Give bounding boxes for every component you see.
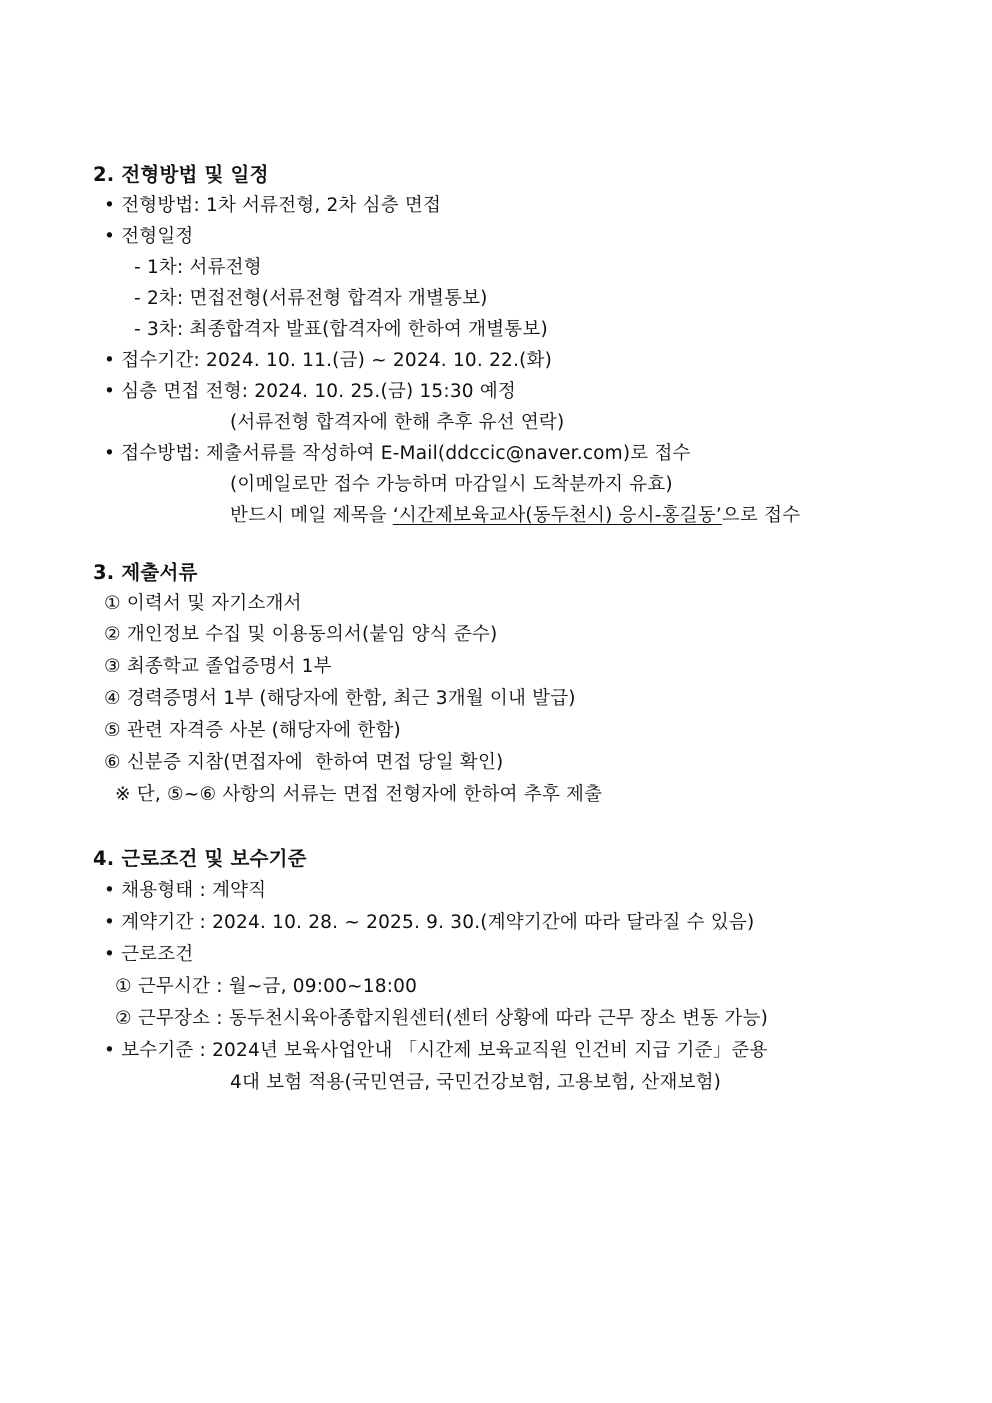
subject-prefix: 반드시 메일 제목을 — [230, 505, 393, 526]
application-period: • 접수기간: 2024. 10. 11.(금) ~ 2024. 10. 22.(화) — [104, 350, 552, 371]
document-item: ④ 경력증명서 1부 (해당자에 한함, 최근 3개월 이내 발급) — [104, 688, 576, 709]
employment-type: • 채용형태 : 계약직 — [104, 880, 267, 901]
pay-standard: • 보수기준 : 2024년 보육사업안내 「시간제 보육교직원 인건비 지급 기준」준용 — [104, 1040, 768, 1061]
schedule-step: - 3차: 최종합격자 발표(합격자에 한하여 개별통보) — [134, 319, 548, 340]
document-item: ⑥ 신분증 지참(면접자에 한하여 면접 당일 확인) — [104, 752, 504, 773]
document-item: ③ 최종학교 졸업증명서 1부 — [104, 656, 332, 677]
document-item: ⑤ 관련 자격증 사본 (해당자에 한함) — [104, 720, 401, 741]
insurance-note: 4대 보험 적용(국민연금, 국민건강보험, 고용보험, 산재보험) — [230, 1072, 722, 1093]
conditions-label: • 근로조건 — [104, 944, 194, 965]
selection-method: • 전형방법: 1차 서류전형, 2차 심층 면접 — [104, 195, 442, 216]
interview-schedule: • 심층 면접 전형: 2024. 10. 25.(금) 15:30 예정 — [104, 381, 516, 402]
subject-suffix: 으로 접수 — [721, 505, 801, 526]
section-4-title: 4. 근로조건 및 보수기준 — [93, 847, 307, 870]
application-note: (이메일로만 접수 가능하며 마감일시 도착분까지 유효) — [230, 474, 673, 495]
section-2-title: 2. 전형방법 및 일정 — [93, 163, 269, 186]
condition-item: ② 근무장소 : 동두천시육아종합지원센터(센터 상황에 따라 근무 장소 변동 가능) — [115, 1008, 768, 1029]
application-method: • 접수방법: 제출서류를 작성하여 E-Mail(ddccic@naver.com)로 접수 — [104, 443, 691, 464]
schedule-label: • 전형일정 — [104, 226, 194, 247]
subject-title: ‘시간제보육교사(동두천시) 응시-홍길동’ — [392, 505, 722, 526]
schedule-step: - 1차: 서류전형 — [134, 257, 262, 278]
document-item: ② 개인정보 수집 및 이용동의서(붙임 양식 준수) — [104, 624, 498, 645]
condition-item: ① 근무시간 : 월~금, 09:00~18:00 — [115, 976, 418, 997]
documents-note: ※ 단, ⑤~⑥ 사항의 서류는 면접 전형자에 한하여 추후 제출 — [115, 784, 603, 805]
email-subject-instruction — [230, 503, 800, 529]
schedule-step: - 2차: 면접전형(서류전형 합격자 개별통보) — [134, 288, 488, 309]
section-3-title: 3. 제출서류 — [93, 561, 198, 584]
contract-period: • 계약기간 : 2024. 10. 28. ~ 2025. 9. 30.(계약기간에 따라 달라질 수 있음) — [104, 912, 755, 933]
interview-note: (서류전형 합격자에 한해 추후 유선 연락) — [230, 412, 565, 433]
document-item: ① 이력서 및 자기소개서 — [104, 593, 302, 614]
